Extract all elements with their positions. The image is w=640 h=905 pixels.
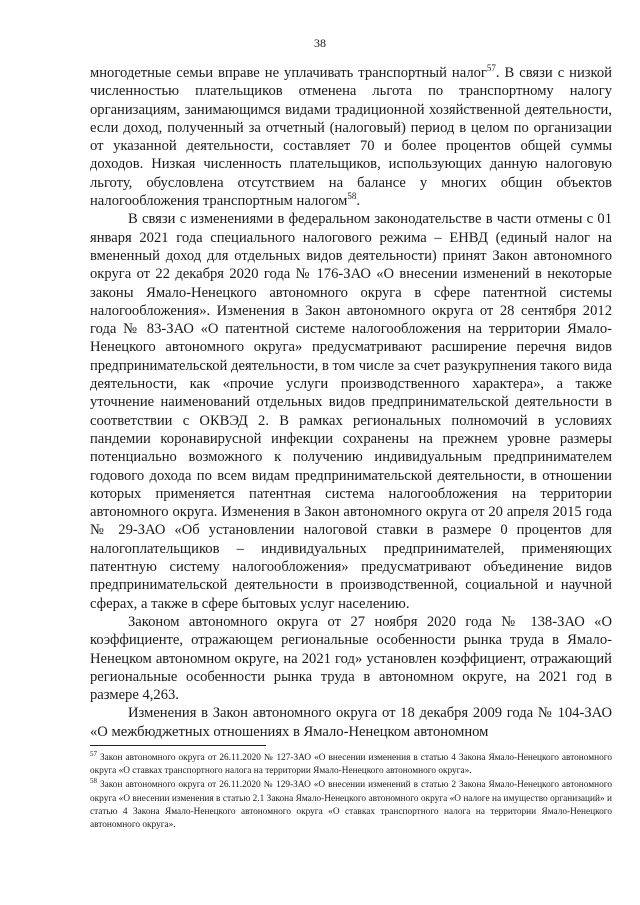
page-number: 38 <box>314 36 326 50</box>
paragraph-1 <box>90 64 612 210</box>
footnote-ref-57[interactable]: 57 <box>486 63 496 74</box>
footnote-58 <box>90 779 612 832</box>
footnote-57-text: Закон автономного округа от 26.11.2020 № 127-ЗАО «О внесении изменения в статью 4 Закона Ямало-Ненецкого автономного округа «О ставках транспортного налога на территории Ямало-Ненецкого автономного округа». <box>90 753 612 777</box>
paragraph-4: Изменения в Закон автономного округа от 18 декабря 2009 года № 104-ЗАО «О межбюджетных отношениях в Ямало-Ненецком автономном <box>90 705 612 740</box>
paragraph-1-text-c: . <box>356 193 361 210</box>
footnote-divider <box>90 745 266 746</box>
paragraph-3: Законом автономного округа от 27 ноября 2020 года № 138-ЗАО «О коэффициенте, отражающем региональные особенности рынка труда в Ямало-Ненецком автономном округе, на 2021 год» установлен коэффициент, отражающий региональные особенности рынка труда в автономном округе, на 2021 год в размере 4,263. <box>90 613 612 704</box>
body-text <box>90 64 612 741</box>
footnote-mark-57: 57 <box>90 749 97 758</box>
footnote-58-text: Закон автономного округа от 26.11.2020 № 129-ЗАО «О внесении изменений в статью 2 Закона Ямало-Ненецкого автономного округа «О внесении изменения в статью 2.1 Закона Ямало-Ненецкого автономного округа «О налоге на имущество организаций» и статью 4 Закона Ямало-Ненецкого автономного округа «О ставках транспортного налога на территории Ямало-Ненецкого автономного округа». <box>90 780 612 831</box>
footnotes <box>90 749 612 833</box>
footnote-mark-58: 58 <box>90 777 97 786</box>
footnote-ref-58[interactable]: 58 <box>347 191 357 202</box>
paragraph-1-text-a: многодетные семьи вправе не уплачивать транспортный налог <box>90 65 487 81</box>
footnote-57 <box>90 749 612 778</box>
paragraph-2: В связи с изменениями в федеральном законодательстве в части отмены с 01 января 2021 года специального налогового режима – ЕНВД (единый налог на вмененный доход для отдельных видов деятельности) принят Закон автономного округа от 22 декабря 2020 года № 176-ЗАО «О внесении изменений в некоторые законы Ямало-Ненецкого автономного округа в сфере патентной системы налогообложения». Изменения в Закон автономного округа от 28 сентября 2012 года № 83-ЗАО «О патентной системе налогообложения на территории Ямало-Ненецкого автономного округа» предусматривают расширение перечня видов предпринимательской деятельности, в том числе за счет разукрупнения такого вида деятельности, как «прочие услуги производственного характера», а также уточнение наименований отдельных видов предпринимательской деятельности в соответствии с ОКВЭД 2. В рамках региональных полномочий в условиях пандемии коронавирусной инфекции сохранены на прежнем уровне размеры потенциально возможного к получению индивидуальным предпринимателем годового дохода по всем видам предпринимательской деятельности, в отношении которых применяется патентная система налогообложения на территории автономного округа. Изменения в Закон автономного округа от 20 апреля 2015 года № 29-ЗАО «Об установлении налоговой ставки в размере 0 процентов для налогоплательщиков – индивидуальных предпринимателей, применяющих патентную систему налогообложения» предусматривают объединение видов предпринимательской деятельности в производственной, социальной и научной сферах, а также в сфере бытовых услуг населению. <box>90 211 612 612</box>
paragraph-1-text-b: . В связи с низкой численностью плательщиков отменена льгота по транспортному налогу организациям, занимающимся видами традиционной хозяйственной деятельности, если доход, полученный за отчетный (налоговый) период в целом по организации от указанной деятельности, составляет 70 и более процентов общей суммы доходов. Низкая численность плательщиков, использующих данную налоговую льготу, обусловлена отсутствием на балансе у многих общин объектов налогообложения транспортным налогом <box>90 65 612 210</box>
